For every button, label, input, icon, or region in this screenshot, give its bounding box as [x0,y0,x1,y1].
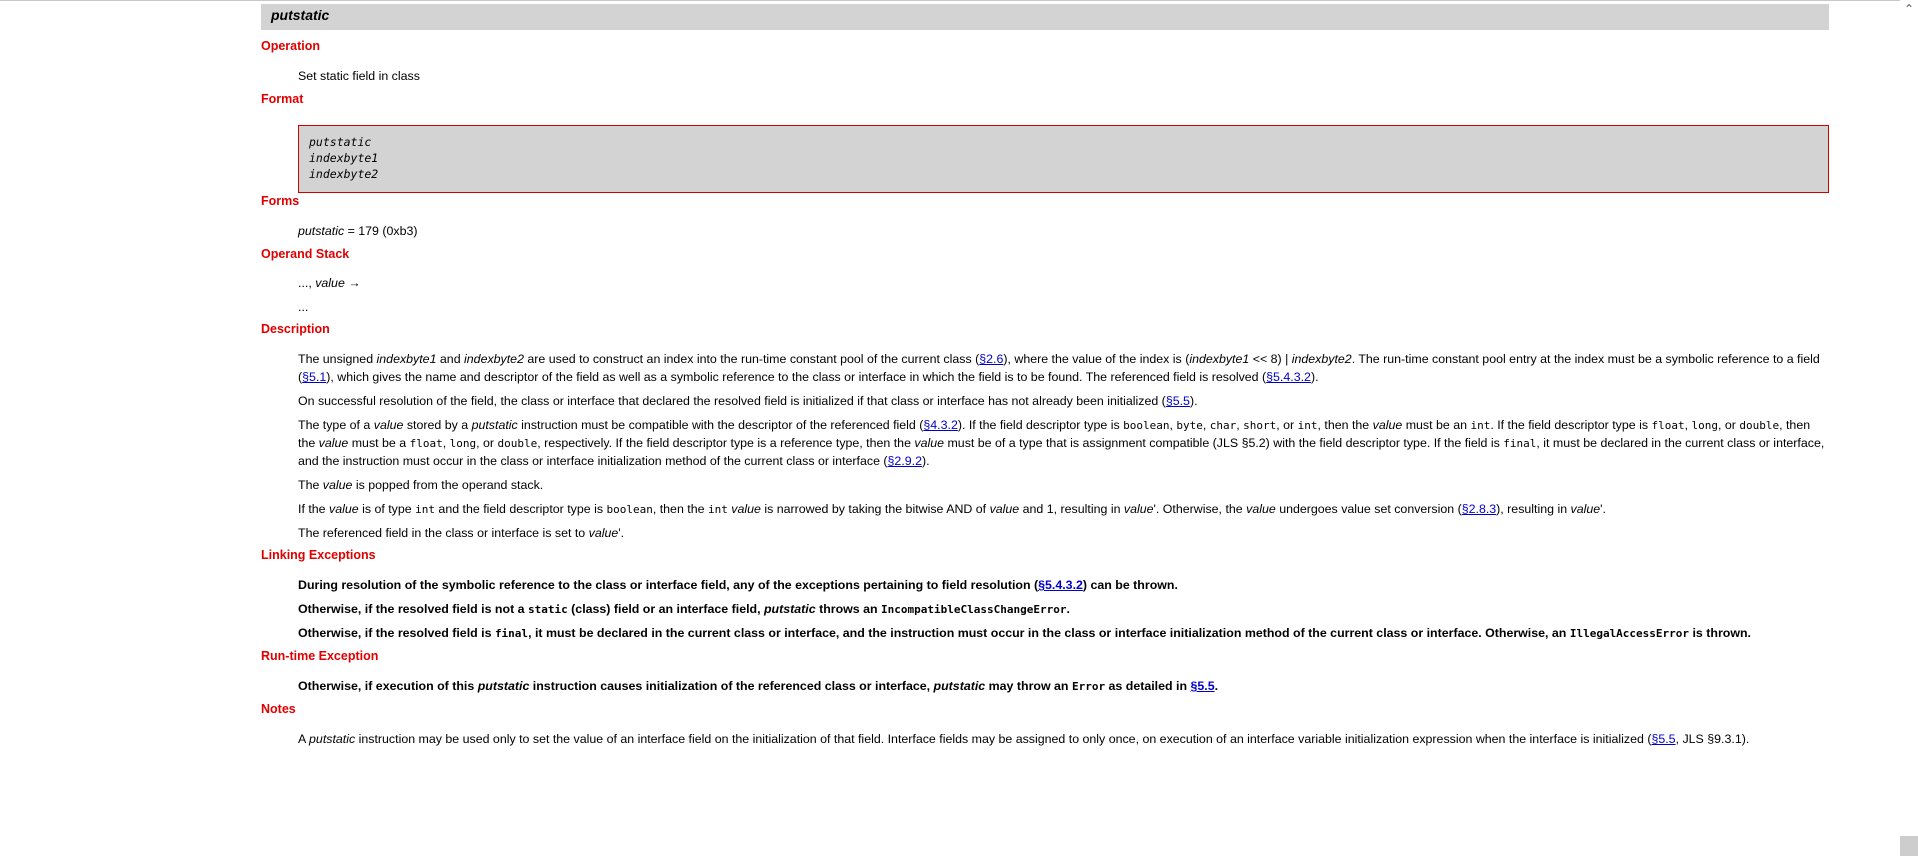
link-5-4-3-2[interactable]: §5.4.3.2 [1266,369,1311,384]
description-paragraph: The value is popped from the operand stack. [298,477,544,492]
description-heading: Description [261,321,330,336]
description-paragraph: The type of a value stored by a putstatic instruction must be compatible with the descriptor of the referenced field (§4.3.2). If the field descriptor type is boolean, byte, char, short, or int, then the value must be an int. If the field descriptor type is float, long, or double, then the value must be a float, long, or double, respectively. If the field descriptor type is a reference type, then the value must be of a type that is assignment compatible (JLS §5.2) with the field descriptor type. If the field is final, it must be declared in the current class or interface, and the instruction must occur in the class or interface initialization method of the current class or interface (§2.9.2). [298,417,1825,468]
operation-text: Set static field in class [298,69,420,83]
page-title-bar [261,4,1829,30]
operand-stack-heading: Operand Stack [261,246,350,261]
link-2-6[interactable]: §2.6 [979,351,1004,366]
notes-heading: Notes [261,701,296,716]
format-line: indexbyte1 [309,150,379,165]
page-title: putstatic [271,7,330,23]
forms-text: putstatic = 179 (0xb3) [298,223,418,238]
link-5-4-3-2[interactable]: §5.4.3.2 [1038,577,1083,592]
format-line: indexbyte2 [309,166,379,181]
link-2-8-3[interactable]: §2.8.3 [1461,501,1497,516]
notes-paragraph: A putstatic instruction may be used only to set the value of an interface field on the initialization of that field. Interface fields may be assigned to only once, on execution of an interface variable initialization expression when the interface is initialized (§5.5, JLS §9.3.1). [298,731,1750,746]
operand-stack-after: ... [298,299,309,314]
vertical-scrollbar[interactable] [1900,0,1918,856]
format-heading: Format [261,91,304,106]
link-2-9-2[interactable]: §2.9.2 [887,453,922,468]
link-5-5[interactable]: §5.5 [1190,678,1215,693]
link-5-5[interactable]: §5.5 [1165,393,1190,408]
description-paragraph: The unsigned indexbyte1 and indexbyte2 are used to construct an index into the run-time constant pool of the current class (§2.6), where the value of the index is (indexbyte1 << 8) | indexbyte2. The run-time constant pool entry at the index must be a symbolic reference to a field (§5.1), which gives the name and descriptor of the field as well as a symbolic reference to the class or interface in which the field is to be found. The referenced field is resolved (§5.4.3.2). [298,351,1820,384]
link-4-3-2[interactable]: §4.3.2 [923,417,958,432]
format-line: putstatic [309,134,372,149]
description-paragraph: On successful resolution of the field, the class or interface that declared the resolved field is initialized if that class or interface has not already been initialized (§5.5). [298,393,1198,408]
linking-exception-paragraph: Otherwise, if the resolved field is final, it must be declared in the current class or interface, and the instruction must occur in the class or interface initialization method of the current class or interface. Otherwise, an IllegalAccessError is thrown. [298,625,1752,640]
page-content [261,4,1829,749]
chevron-up-icon[interactable]: ⌃ [1903,2,1915,16]
runtime-exception-heading: Run-time Exception [261,648,379,663]
link-5-5[interactable]: §5.5 [1651,731,1676,746]
linking-exception-paragraph: Otherwise, if the resolved field is not a static (class) field or an interface field, putstatic throws an IncompatibleClassChangeError. [298,601,1070,616]
description-paragraph: If the value is of type int and the field descriptor type is boolean, then the int value is narrowed by taking the bitwise AND of value and 1, resulting in value'. Otherwise, the value undergoes value set conversion (§2.8.3), resulting in value'. [298,501,1606,516]
description-paragraph: The referenced field in the class or interface is set to value'. [298,525,625,540]
format-box [298,125,1829,193]
scroll-thumb[interactable] [1900,836,1918,856]
runtime-exception-paragraph: Otherwise, if execution of this putstatic instruction causes initialization of the referenced class or interface, putstatic may throw an Error as detailed in §5.5. [298,678,1219,693]
operation-heading: Operation [261,39,321,53]
link-5-1[interactable]: §5.1 [302,369,327,384]
linking-exceptions-heading: Linking Exceptions [261,547,376,562]
forms-heading: Forms [261,193,300,208]
operand-stack-before: ..., value → [298,275,361,290]
linking-exception-paragraph: During resolution of the symbolic reference to the class or interface field, any of the exceptions pertaining to field resolution (§5.4.3.2) can be thrown. [298,577,1178,592]
